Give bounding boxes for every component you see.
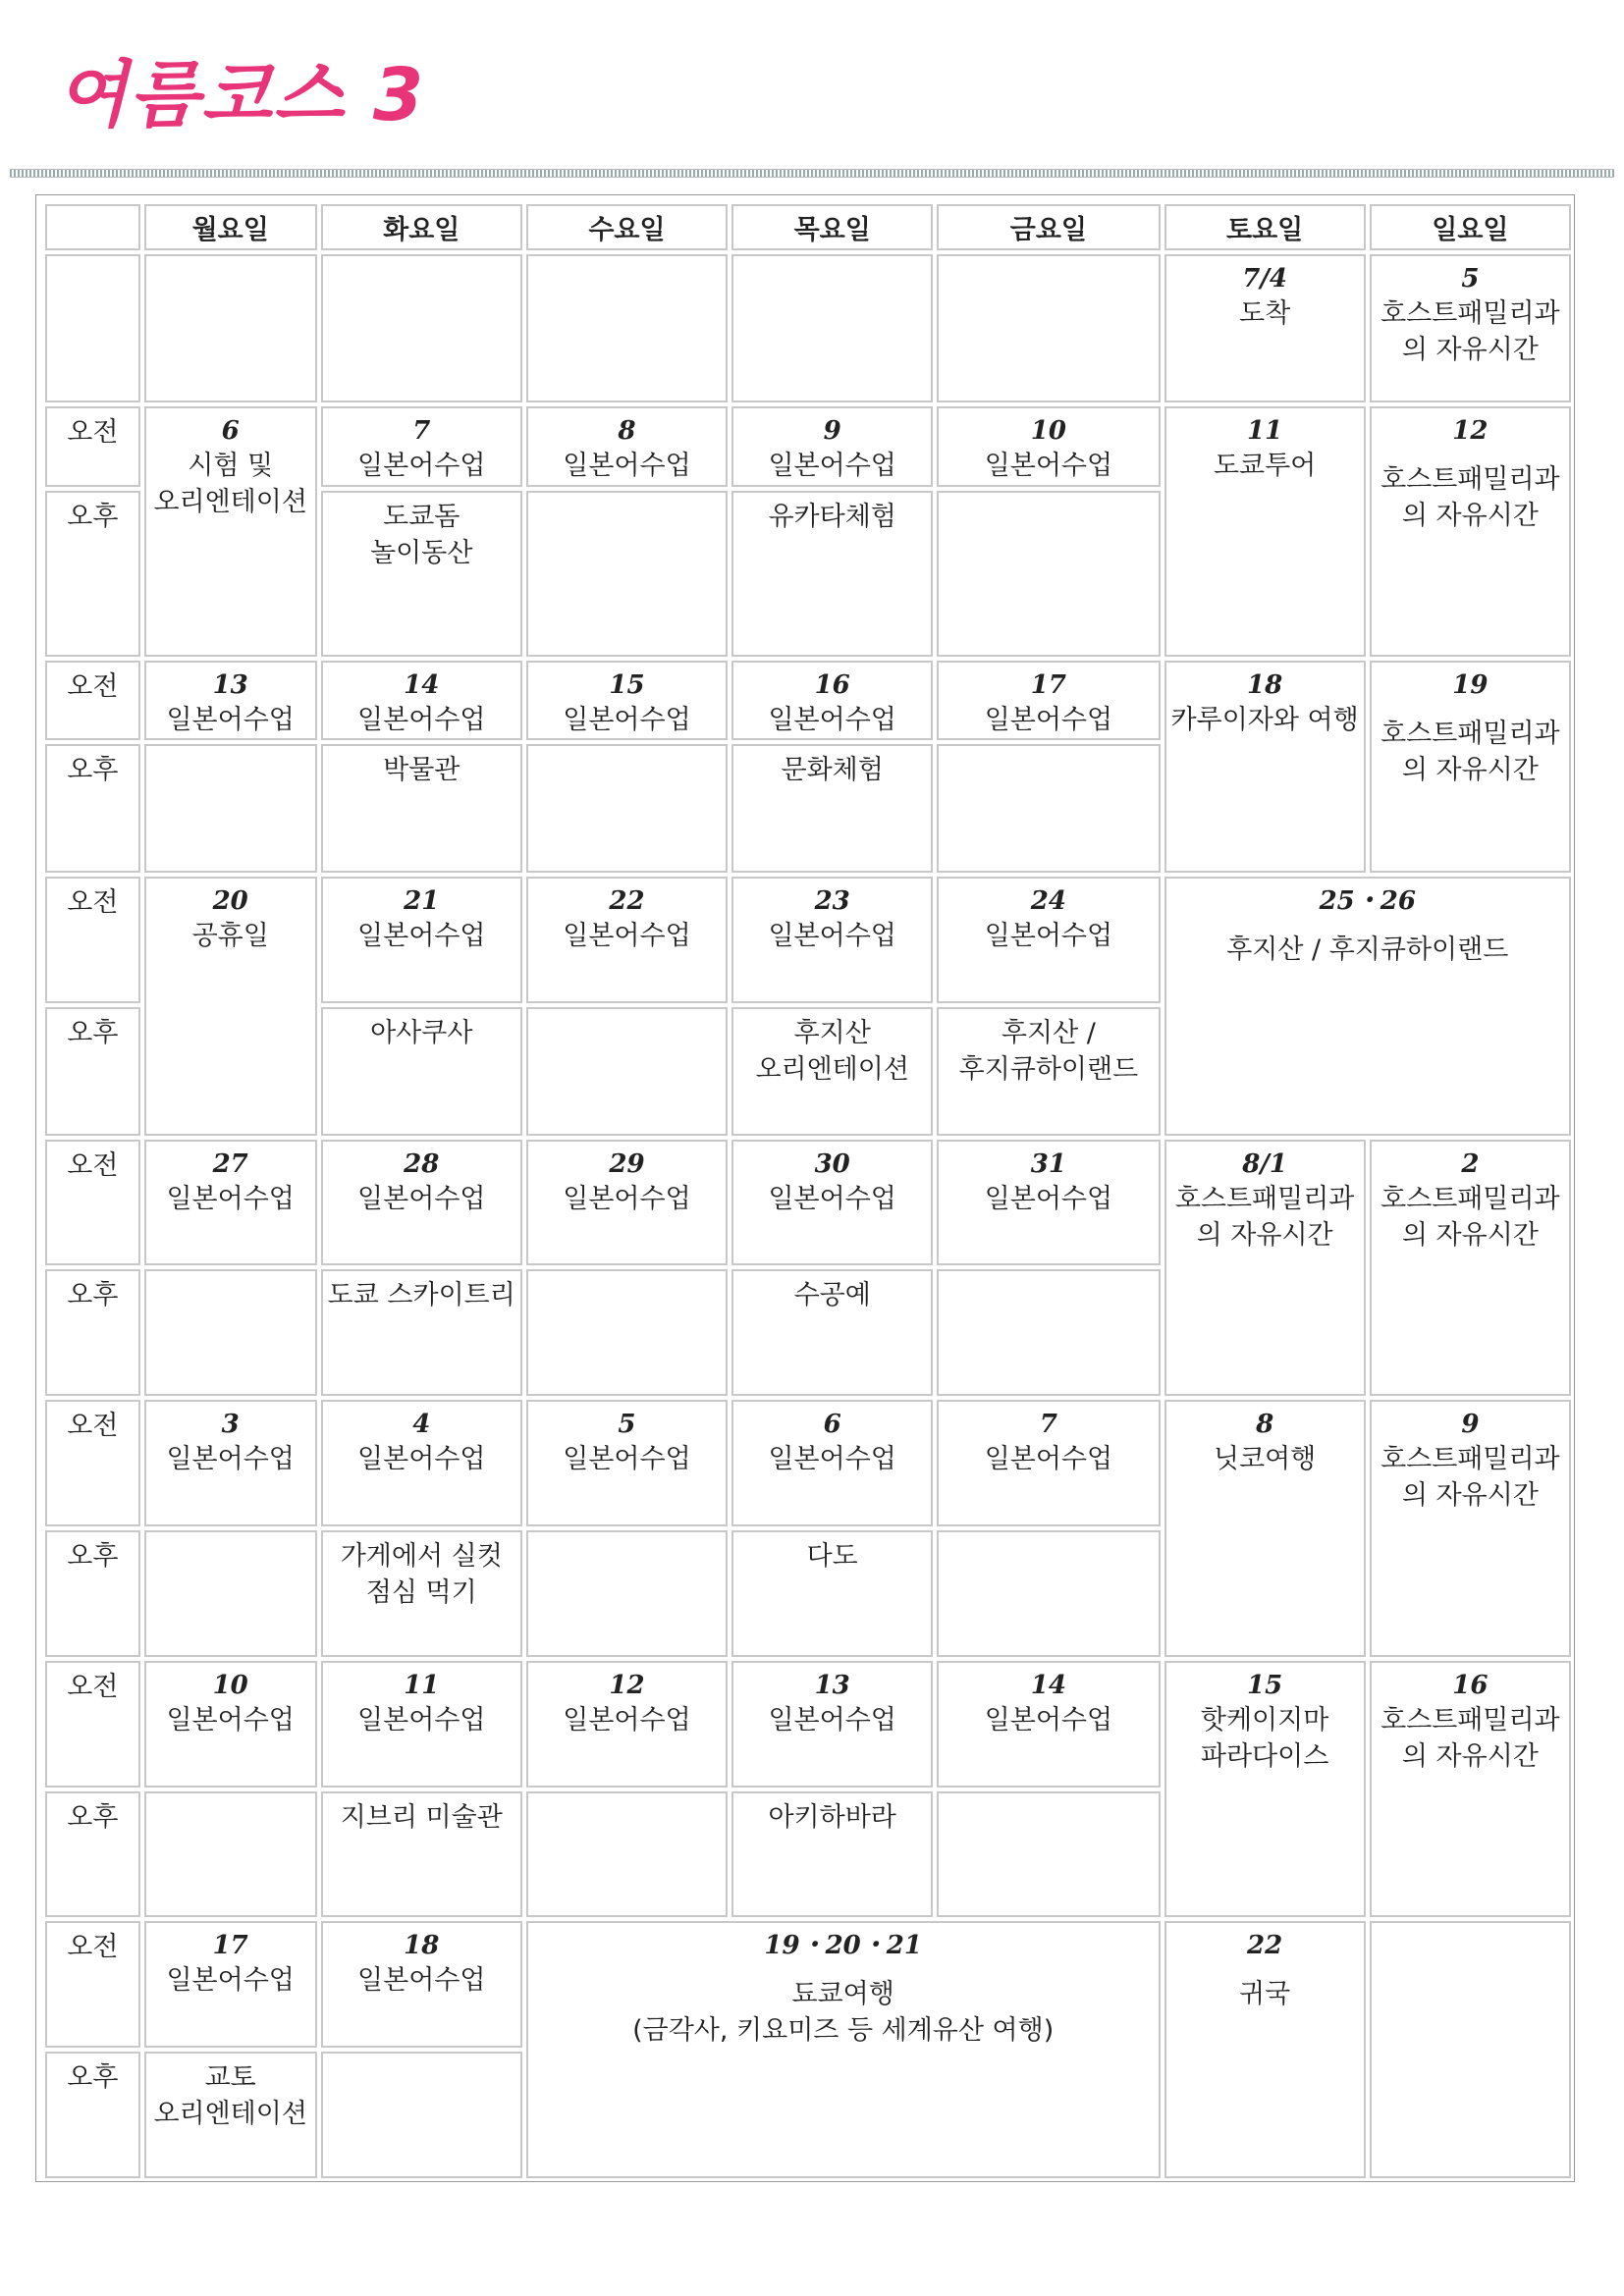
event-text: 놀이동산 (370, 537, 473, 568)
pm-label: 오후 (45, 1791, 140, 1918)
event-text: 일본어수업 (563, 1444, 691, 1475)
week7-tue-pm (321, 2052, 522, 2178)
week2-fri-am (937, 661, 1160, 741)
week0-mon (144, 254, 317, 402)
event-text: 일본어수업 (768, 1704, 896, 1735)
week-row-0 (45, 254, 1571, 402)
week3-thu-pm (731, 1007, 933, 1136)
event-text: 일본어수업 (984, 1704, 1113, 1735)
day-number: 2 (1461, 1148, 1480, 1179)
week4-thu-pm (731, 1269, 933, 1396)
event-text: 일본어수업 (768, 451, 896, 482)
week6-sat (1164, 1661, 1366, 1918)
week4-fri-am (937, 1140, 1160, 1266)
day-header-mon: 월요일 (144, 204, 317, 250)
event-text: 일본어수업 (166, 1965, 295, 1997)
week1-tue-pm (321, 491, 522, 657)
week3-weekend (1164, 877, 1572, 1136)
event-text: 카루이자와 여행 (1170, 704, 1359, 735)
week6-thu-pm (731, 1791, 933, 1918)
week2-sat (1164, 661, 1366, 873)
week3-fri-pm (937, 1007, 1160, 1136)
day-number: 24 (1030, 886, 1066, 917)
week7-tokyo-trip (526, 1921, 1161, 2178)
pm-label: 오후 (45, 1007, 140, 1136)
week5-am-row (45, 1400, 1571, 1526)
week5-tue-pm (321, 1530, 522, 1657)
event-text: 후지큐하이랜드 (958, 1053, 1139, 1085)
week6-thu-am (731, 1661, 933, 1788)
day-number: 22 (1247, 1931, 1283, 1961)
day-number: 8/1 (1242, 1148, 1287, 1179)
event-text: 호스트패밀리과 (1380, 464, 1560, 496)
day-header-wed: 수요일 (526, 204, 728, 250)
week0-tue (321, 254, 522, 402)
week0-wed (526, 254, 728, 402)
day-header-fri: 금요일 (937, 204, 1160, 250)
week5-fri-am (937, 1400, 1160, 1526)
day-header-tue: 화요일 (321, 204, 522, 250)
week5-sat (1164, 1400, 1366, 1657)
event-text: 의 자유시간 (1401, 1480, 1539, 1512)
day-number: 7 (1039, 1410, 1057, 1440)
day-number: 25・26 (1319, 886, 1416, 917)
day-number: 29 (609, 1148, 645, 1179)
event-text: 의 자유시간 (1401, 1740, 1539, 1772)
event-text: 의 자유시간 (1401, 1219, 1539, 1251)
event-text: 도착 (1239, 298, 1291, 330)
pm-label: 오후 (45, 744, 140, 873)
week2-mon-pm (144, 744, 317, 873)
day-header-sat: 토요일 (1164, 204, 1366, 250)
event-text: 일본어수업 (984, 1444, 1113, 1475)
day-number: 19 (1452, 669, 1489, 700)
day-header-sun: 일요일 (1370, 204, 1571, 250)
day-number: 8 (618, 416, 636, 447)
week5-mon-pm (144, 1530, 317, 1657)
week6-wed-pm (526, 1791, 728, 1918)
week3-am-row (45, 877, 1571, 1003)
week5-sun (1370, 1400, 1571, 1657)
event-text: 교토 (204, 2062, 256, 2094)
day-number: 14 (1030, 1670, 1066, 1700)
week2-tue-pm (321, 744, 522, 873)
week6-wed-am (526, 1661, 728, 1788)
day-number: 13 (212, 669, 248, 700)
week4-thu-am (731, 1140, 933, 1266)
day-number: 3 (221, 1410, 240, 1440)
pm-label: 오후 (45, 1269, 140, 1396)
week5-fri-pm (937, 1530, 1160, 1657)
am-label: 오전 (45, 661, 140, 741)
day-number: 21 (404, 886, 440, 917)
day-number: 22 (609, 886, 645, 917)
day-number: 16 (1452, 1670, 1489, 1700)
week1-sun (1370, 406, 1571, 657)
week2-tue-am (321, 661, 522, 741)
week7-tue-am (321, 1921, 522, 2048)
day-number: 18 (404, 1931, 440, 1961)
week1-wed-am (526, 406, 728, 487)
page-title: 여름코스 3 (57, 53, 426, 137)
event-text: 핫케이지마 (1200, 1704, 1329, 1735)
day-number: 14 (404, 669, 440, 700)
day-header-thu: 목요일 (731, 204, 933, 250)
event-text: 도쿄돔 (383, 501, 460, 532)
day-number: 11 (404, 1670, 440, 1700)
event-text: 일본어수업 (357, 704, 486, 735)
week3-thu-am (731, 877, 933, 1003)
week1-thu-pm (731, 491, 933, 657)
event-text: 일본어수업 (357, 1444, 486, 1475)
day-number: 9 (1461, 1410, 1480, 1440)
event-text: 일본어수업 (357, 1965, 486, 1997)
week5-mon-am (144, 1400, 317, 1526)
day-number: 16 (814, 669, 850, 700)
am-label: 오전 (45, 1661, 140, 1788)
week5-wed-pm (526, 1530, 728, 1657)
day-number: 20 (212, 886, 248, 917)
header-row (45, 204, 1571, 250)
week2-thu-am (731, 661, 933, 741)
event-text: 일본어수업 (984, 921, 1113, 952)
week6-sun (1370, 1661, 1571, 1918)
event-text: 도쿄 스카이트리 (327, 1280, 515, 1311)
week2-thu-pm (731, 744, 933, 873)
event-text: 호스트패밀리과 (1380, 1704, 1560, 1735)
event-text: 일본어수업 (357, 921, 486, 952)
week6-mon-am (144, 1661, 317, 1788)
week4-tue-am (321, 1140, 522, 1266)
schedule-calendar (41, 200, 1575, 2182)
day-number: 31 (1030, 1148, 1066, 1179)
event-text: 파라다이스 (1200, 1740, 1329, 1772)
event-text: 일본어수업 (357, 1183, 486, 1214)
pm-label: 오후 (45, 2052, 140, 2178)
week1-thu-am (731, 406, 933, 487)
day-number: 10 (1030, 416, 1066, 447)
event-text: 아사쿠사 (370, 1017, 473, 1048)
week1-wed-pm (526, 491, 728, 657)
event-text: 의 자유시간 (1401, 501, 1539, 532)
week2-wed-am (526, 661, 728, 741)
corner-cell (45, 204, 140, 250)
event-text: 점심 먹기 (365, 1576, 477, 1608)
event-text: 다도 (806, 1540, 858, 1572)
event-text: 일본어수업 (166, 1444, 295, 1475)
day-number: 17 (1030, 669, 1066, 700)
event-text: 호스트패밀리과 (1380, 718, 1560, 749)
week4-am-row (45, 1140, 1571, 1266)
day-number: 6 (221, 416, 240, 447)
week0-fri (937, 254, 1160, 402)
week4-sun (1370, 1140, 1571, 1397)
day-number: 17 (212, 1931, 248, 1961)
week6-mon-pm (144, 1791, 317, 1918)
week0-sat (1164, 254, 1366, 402)
week3-tue-pm (321, 1007, 522, 1136)
event-text: 후지산 (793, 1017, 871, 1048)
day-number: 15 (1247, 1670, 1283, 1700)
event-text: 도쿄투어 (1213, 451, 1317, 482)
event-text: 오리엔테이션 (153, 487, 307, 518)
event-text: 아키하바라 (768, 1801, 896, 1833)
event-text: 일본어수업 (166, 1704, 295, 1735)
event-text: 유카타체험 (768, 501, 896, 532)
week1-fri-am (937, 406, 1160, 487)
event-text: 의 자유시간 (1196, 1219, 1333, 1251)
pm-label: 오후 (45, 491, 140, 657)
event-text: 오리엔테이션 (153, 2099, 307, 2130)
day-number: 9 (823, 416, 841, 447)
event-text: 일본어수업 (768, 1444, 896, 1475)
week1-sat (1164, 406, 1366, 657)
week5-tue-am (321, 1400, 522, 1526)
event-text: 호스트패밀리과 (1380, 1183, 1560, 1214)
event-text: 호스트패밀리과 (1174, 1183, 1355, 1214)
week2-am-row (45, 661, 1571, 741)
event-text: 일본어수업 (984, 1183, 1113, 1214)
event-text: 문화체험 (781, 755, 884, 786)
day-number: 6 (823, 1410, 841, 1440)
week7-am-row (45, 1921, 1571, 2048)
event-text: 공휴일 (191, 921, 269, 952)
event-text: 박물관 (383, 755, 460, 786)
day-number: 13 (814, 1670, 850, 1700)
event-text: 가게에서 실컷 (340, 1540, 503, 1572)
day-number: 15 (609, 669, 645, 700)
event-text: 의 자유시간 (1401, 754, 1539, 785)
event-text: 닛코여행 (1213, 1444, 1317, 1475)
event-text: 지브리 미술관 (340, 1801, 503, 1833)
week4-sat (1164, 1140, 1366, 1397)
event-text: 일본어수업 (563, 1183, 691, 1214)
event-text: 수공예 (793, 1280, 871, 1311)
day-number: 28 (404, 1148, 440, 1179)
week3-mon (144, 877, 317, 1136)
event-text: 시험 및 (188, 451, 274, 482)
event-text: 일본어수업 (166, 1183, 295, 1214)
am-label: 오전 (45, 1400, 140, 1526)
event-text: 일본어수업 (768, 1183, 896, 1214)
event-text: 호스트패밀리과 (1380, 298, 1560, 330)
event-text: 귀국 (1239, 1979, 1291, 2010)
week7-mon-am (144, 1921, 317, 2048)
event-text: 일본어수업 (563, 704, 691, 735)
day-number: 12 (1452, 416, 1489, 447)
day-number: 23 (814, 886, 850, 917)
week2-sun (1370, 661, 1571, 873)
event-text: 오리엔테이션 (755, 1053, 909, 1085)
week5-thu-am (731, 1400, 933, 1526)
week2-wed-pm (526, 744, 728, 873)
day-number: 5 (618, 1410, 636, 1440)
day-number: 5 (1461, 264, 1480, 294)
week6-tue-pm (321, 1791, 522, 1918)
week6-fri-am (937, 1661, 1160, 1788)
week4-fri-pm (937, 1269, 1160, 1396)
week1-mon (144, 406, 317, 657)
day-number: 4 (412, 1410, 431, 1440)
event-text: 후지산 / 후지큐하이랜드 (1226, 934, 1509, 966)
event-text: 일본어수업 (984, 451, 1113, 482)
week0-sun (1370, 254, 1571, 402)
event-text: 일본어수업 (768, 921, 896, 952)
week7-sat (1164, 1921, 1366, 2178)
am-label: 오전 (45, 877, 140, 1003)
event-text: 의 자유시간 (1401, 335, 1539, 366)
day-number: 19・20・21 (764, 1931, 922, 1961)
week1-tue-am (321, 406, 522, 487)
event-text: (금각사, 키요미즈 등 세계유산 여행) (632, 2015, 1055, 2047)
week5-wed-am (526, 1400, 728, 1526)
day-number: 7 (412, 416, 431, 447)
event-text: 됴쿄여행 (791, 1979, 894, 2010)
week0-label (45, 254, 140, 402)
week6-fri-pm (937, 1791, 1160, 1918)
week1-fri-pm (937, 491, 1160, 657)
event-text: 일본어수업 (166, 704, 295, 735)
am-label: 오전 (45, 406, 140, 487)
week6-tue-am (321, 1661, 522, 1788)
event-text: 후지산 / (1001, 1017, 1096, 1048)
event-text: 일본어수업 (563, 1704, 691, 1735)
week7-mon-pm (144, 2052, 317, 2178)
week4-tue-pm (321, 1269, 522, 1396)
day-number: 8 (1256, 1410, 1274, 1440)
event-text: 일본어수업 (563, 451, 691, 482)
event-text: 일본어수업 (768, 704, 896, 735)
event-text: 호스트패밀리과 (1380, 1444, 1560, 1475)
event-text: 일본어수업 (357, 1704, 486, 1735)
week6-am-row (45, 1661, 1571, 1788)
week4-mon-pm (144, 1269, 317, 1396)
title-divider (10, 169, 1614, 178)
day-number: 11 (1247, 416, 1283, 447)
week1-am-row (45, 406, 1571, 487)
am-label: 오전 (45, 1140, 140, 1266)
am-label: 오전 (45, 1921, 140, 2048)
week5-thu-pm (731, 1530, 933, 1657)
week4-wed-am (526, 1140, 728, 1266)
event-text: 일본어수업 (357, 451, 486, 482)
week0-thu (731, 254, 933, 402)
week2-mon-am (144, 661, 317, 741)
week3-tue-am (321, 877, 522, 1003)
day-number: 18 (1247, 669, 1283, 700)
day-number: 7/4 (1242, 264, 1287, 294)
day-number: 30 (814, 1148, 850, 1179)
week3-fri-am (937, 877, 1160, 1003)
day-number: 10 (212, 1670, 248, 1700)
event-text: 일본어수업 (563, 921, 691, 952)
day-number: 27 (212, 1148, 248, 1179)
week4-wed-pm (526, 1269, 728, 1396)
week7-sun (1370, 1921, 1571, 2178)
week3-wed-am (526, 877, 728, 1003)
pm-label: 오후 (45, 1530, 140, 1657)
week4-mon-am (144, 1140, 317, 1266)
week3-wed-pm (526, 1007, 728, 1136)
day-number: 12 (609, 1670, 645, 1700)
week2-fri-pm (937, 744, 1160, 873)
event-text: 일본어수업 (984, 704, 1113, 735)
